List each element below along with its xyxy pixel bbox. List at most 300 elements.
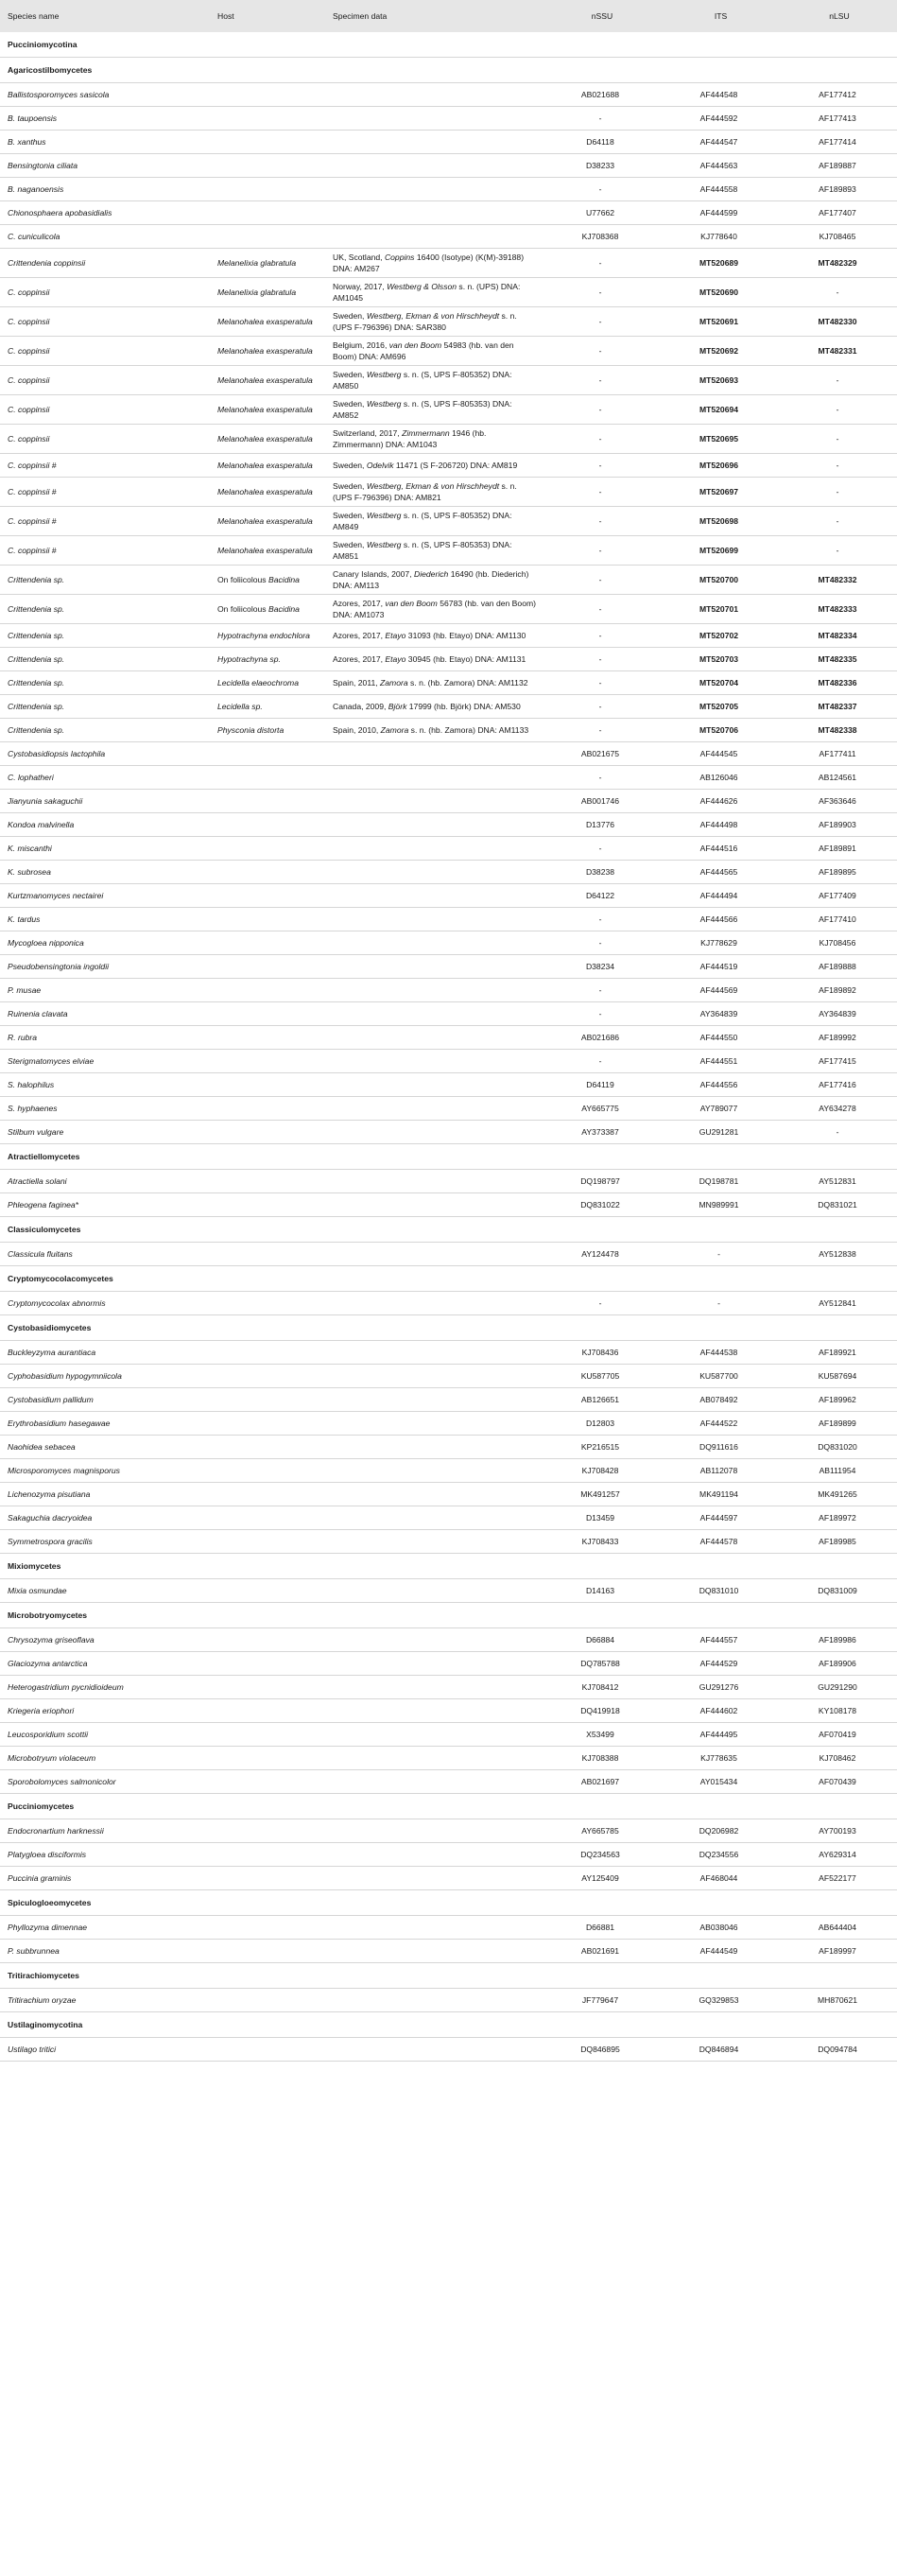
accession: - — [598, 487, 602, 496]
cell-its — [660, 695, 778, 719]
cell-nlsu — [778, 1388, 897, 1412]
table-row — [0, 454, 897, 478]
accession: AF177412 — [819, 90, 856, 99]
table-header — [0, 0, 897, 32]
cell-text: Kurtzmanomyces nectairei — [8, 891, 104, 900]
table-row — [0, 1676, 897, 1699]
cell-text: B. naganoensis — [8, 184, 64, 194]
cell-host — [210, 1579, 325, 1603]
cell-nlsu — [778, 225, 897, 249]
cell-text: Westberg — [366, 511, 402, 520]
cell-nssu — [541, 979, 660, 1002]
table-row — [0, 861, 897, 884]
cell-its — [660, 671, 778, 695]
accession: AF177410 — [819, 914, 856, 924]
cell-its — [660, 908, 778, 931]
cell-species-name — [0, 1867, 210, 1890]
cell-species-name — [0, 766, 210, 790]
cell-nssu — [541, 366, 660, 395]
cell-nssu — [541, 1121, 660, 1144]
accession: AF444516 — [699, 844, 738, 853]
cell-host — [210, 1073, 325, 1097]
cell-nssu — [541, 1436, 660, 1459]
accession: KJ708388 — [581, 1753, 619, 1763]
cell-specimen-data — [325, 931, 541, 955]
accession: KJ708428 — [581, 1466, 619, 1475]
cell-specimen-data — [325, 1940, 541, 1963]
cell-host — [210, 1097, 325, 1121]
accession: AF444565 — [699, 867, 738, 877]
cell-text: van den Boom — [385, 599, 438, 608]
cell-text: Melanohalea exasperatula — [217, 434, 313, 444]
cell-nssu — [541, 307, 660, 337]
cell-text: Cryptomycocolax abnormis — [8, 1298, 106, 1308]
cell-its — [660, 1699, 778, 1723]
cell-species-name — [0, 2038, 210, 2062]
cell-nlsu — [778, 1770, 897, 1794]
cell-species-name — [0, 1483, 210, 1506]
cell-its — [660, 766, 778, 790]
cell-host — [210, 1170, 325, 1193]
accession: - — [836, 1127, 839, 1137]
cell-host — [210, 225, 325, 249]
cell-nssu — [541, 908, 660, 931]
cell-specimen-data — [325, 337, 541, 366]
cell-species-name — [0, 1121, 210, 1144]
cell-text: Odelvik — [366, 461, 394, 470]
cell-specimen-data — [325, 1723, 541, 1747]
cell-its — [660, 648, 778, 671]
accession: MT520705 — [699, 702, 739, 711]
accession: KJ708436 — [581, 1348, 619, 1357]
accession: - — [598, 725, 602, 735]
cell-its — [660, 790, 778, 813]
cell-host — [210, 1193, 325, 1217]
cell-host — [210, 478, 325, 507]
cell-species-name — [0, 454, 210, 478]
cell-nssu — [541, 536, 660, 566]
cell-text: K. tardus — [8, 914, 41, 924]
accession: AB021691 — [580, 1946, 620, 1956]
cell-host — [210, 624, 325, 648]
cell-text: Westberg & Olsson — [387, 282, 457, 291]
cell-host — [210, 1506, 325, 1530]
cell-text: Crittendenia sp. — [8, 654, 65, 664]
cell-its — [660, 1530, 778, 1554]
cell-specimen-data — [325, 536, 541, 566]
cell-nlsu — [778, 1121, 897, 1144]
cell-text: On foliicolous — [217, 575, 268, 584]
cell-nssu — [541, 1292, 660, 1315]
cell-nssu — [541, 1412, 660, 1436]
cell-specimen-data — [325, 766, 541, 790]
accession: MT482335 — [818, 654, 857, 664]
table-row — [0, 1628, 897, 1652]
cell-species-name — [0, 1073, 210, 1097]
cell-nssu — [541, 861, 660, 884]
cell-species-name — [0, 742, 210, 766]
accession: - — [598, 317, 602, 326]
table-row — [0, 979, 897, 1002]
cell-its — [660, 1916, 778, 1940]
cell-nlsu — [778, 83, 897, 107]
cell-text: Cyphobasidium hypogymniicola — [8, 1371, 122, 1381]
accession: AF177415 — [819, 1056, 856, 1066]
cell-text: Crittendenia sp. — [8, 725, 65, 735]
accession: AB111954 — [819, 1466, 856, 1475]
cell-text: Bacidina — [267, 604, 300, 614]
cell-text: 31093 (hb. Etayo) DNA: AM1130 — [405, 631, 526, 640]
cell-text: Westberg — [366, 370, 402, 379]
cell-its — [660, 742, 778, 766]
accession: AF177414 — [819, 137, 856, 147]
cell-text: Hypotrachyna sp. — [217, 654, 281, 664]
cell-host — [210, 107, 325, 131]
table-row — [0, 931, 897, 955]
cell-host — [210, 536, 325, 566]
cell-host — [210, 1652, 325, 1676]
cell-specimen-data — [325, 1026, 541, 1050]
header-nssu: nSSU — [541, 0, 660, 32]
cell-host — [210, 861, 325, 884]
cell-its — [660, 1652, 778, 1676]
cell-species-name — [0, 154, 210, 178]
accession: DQ198797 — [580, 1176, 620, 1186]
cell-specimen-data — [325, 225, 541, 249]
cell-text: 54983 (hb. van den Boom) DNA: AM696 — [333, 340, 514, 361]
cell-nssu — [541, 249, 660, 278]
accession: AF444547 — [699, 137, 738, 147]
cell-its — [660, 566, 778, 595]
accession: D38233 — [585, 161, 615, 170]
cell-its — [660, 454, 778, 478]
cell-nlsu — [778, 249, 897, 278]
accession: AY629314 — [819, 1850, 856, 1859]
accession: DQ831022 — [580, 1200, 620, 1210]
table-row — [0, 595, 897, 624]
cell-its — [660, 1819, 778, 1843]
cell-text: Coppins — [384, 252, 415, 262]
cell-species-name — [0, 695, 210, 719]
cell-nssu — [541, 1916, 660, 1940]
cell-text: 30945 (hb. Etayo) DNA: AM1131 — [405, 654, 526, 664]
cell-host — [210, 1723, 325, 1747]
cell-nssu — [541, 1867, 660, 1890]
accession: MT520704 — [699, 678, 739, 688]
cell-text: Zamora — [380, 678, 408, 688]
cell-species-name — [0, 366, 210, 395]
cell-nssu — [541, 1530, 660, 1554]
cell-nlsu — [778, 1341, 897, 1365]
cell-text: Westberg — [366, 399, 402, 409]
accession: AF189892 — [819, 985, 856, 995]
table-row — [0, 395, 897, 425]
accession: - — [598, 405, 602, 414]
accession: - — [598, 654, 602, 664]
cell-species-name — [0, 908, 210, 931]
cell-nlsu — [778, 107, 897, 131]
cell-nssu — [541, 131, 660, 154]
cell-nssu — [541, 1243, 660, 1266]
cell-nlsu — [778, 955, 897, 979]
cell-specimen-data — [325, 1747, 541, 1770]
cell-text: Zamora — [380, 725, 409, 735]
table-row — [0, 1723, 897, 1747]
cell-specimen-data — [325, 278, 541, 307]
accession: MT482337 — [818, 702, 857, 711]
cell-nssu — [541, 766, 660, 790]
cell-text: Spain, 2011, — [333, 678, 381, 688]
cell-specimen-data — [325, 1676, 541, 1699]
cell-nlsu — [778, 1292, 897, 1315]
cell-specimen-data — [325, 454, 541, 478]
cell-nssu — [541, 1940, 660, 1963]
cell-host — [210, 1843, 325, 1867]
table-row — [0, 507, 897, 536]
cell-text: s. n. (hb. Zamora) DNA: AM1132 — [407, 678, 528, 688]
cell-species-name — [0, 1002, 210, 1026]
cell-specimen-data — [325, 861, 541, 884]
cell-text: Etayo — [385, 631, 406, 640]
table-row — [0, 1867, 897, 1890]
accession: - — [598, 702, 602, 711]
cell-host — [210, 1050, 325, 1073]
cell-specimen-data — [325, 1483, 541, 1506]
cell-text: Kriegeria eriophori — [8, 1706, 75, 1715]
group-heading: Tritirachiomycetes — [0, 1963, 897, 1989]
group-row — [0, 1315, 897, 1341]
cell-text: Sweden, — [333, 370, 367, 379]
accession: AF363646 — [819, 796, 856, 806]
cell-nssu — [541, 425, 660, 454]
accession: AY373387 — [581, 1127, 619, 1137]
cell-its — [660, 478, 778, 507]
accession: - — [598, 631, 602, 640]
cell-text: Tritirachium oryzae — [8, 1995, 77, 2005]
cell-species-name — [0, 1770, 210, 1794]
accession: AY665785 — [581, 1826, 619, 1836]
cell-nlsu — [778, 1097, 897, 1121]
cell-text: Mixia osmundae — [8, 1586, 67, 1595]
cell-nssu — [541, 107, 660, 131]
cell-nlsu — [778, 1483, 897, 1506]
cell-text: Chionosphaera apobasidialis — [8, 208, 112, 218]
accession: AF070419 — [819, 1730, 856, 1739]
cell-text: Stilbum vulgare — [8, 1127, 64, 1137]
table-row — [0, 1170, 897, 1193]
cell-host — [210, 454, 325, 478]
cell-its — [660, 813, 778, 837]
table-row — [0, 201, 897, 225]
cell-species-name — [0, 813, 210, 837]
cell-text: Atractiella solani — [8, 1176, 67, 1186]
cell-species-name — [0, 1388, 210, 1412]
cell-nlsu — [778, 1530, 897, 1554]
accession: AY789077 — [699, 1104, 738, 1113]
cell-text: Naohidea sebacea — [8, 1442, 76, 1452]
accession: MT482331 — [818, 346, 857, 356]
cell-species-name — [0, 249, 210, 278]
accession: KJ778640 — [700, 232, 737, 241]
table-row — [0, 1579, 897, 1603]
cell-species-name — [0, 178, 210, 201]
cell-nlsu — [778, 1579, 897, 1603]
table-row — [0, 1699, 897, 1723]
cell-nssu — [541, 1843, 660, 1867]
cell-specimen-data — [325, 1699, 541, 1723]
cell-nlsu — [778, 1243, 897, 1266]
cell-nssu — [541, 478, 660, 507]
table-row — [0, 648, 897, 671]
accession: AF468044 — [699, 1873, 738, 1883]
accession: AF444569 — [699, 985, 738, 995]
cell-specimen-data — [325, 1843, 541, 1867]
cell-species-name — [0, 1341, 210, 1365]
cell-nssu — [541, 931, 660, 955]
table-row — [0, 1652, 897, 1676]
cell-nlsu — [778, 1506, 897, 1530]
cell-nssu — [541, 225, 660, 249]
cell-specimen-data — [325, 1341, 541, 1365]
cell-species-name — [0, 624, 210, 648]
table-row — [0, 1843, 897, 1867]
table-body — [0, 32, 897, 2062]
cell-its — [660, 955, 778, 979]
accession: - — [598, 938, 602, 948]
cell-nssu — [541, 337, 660, 366]
accession: MT520694 — [699, 405, 739, 414]
cell-text: Sweden, — [333, 311, 367, 321]
cell-specimen-data — [325, 366, 541, 395]
cell-its — [660, 1770, 778, 1794]
cell-text: Sakaguchia dacryoidea — [8, 1513, 93, 1523]
cell-species-name — [0, 1819, 210, 1843]
cell-specimen-data — [325, 507, 541, 536]
accession: DQ206982 — [699, 1826, 739, 1836]
cell-host — [210, 1699, 325, 1723]
cell-host — [210, 249, 325, 278]
cell-nlsu — [778, 2038, 897, 2062]
cell-its — [660, 1412, 778, 1436]
cell-host — [210, 278, 325, 307]
group-heading: Spiculogloeomycetes — [0, 1890, 897, 1916]
cell-host — [210, 83, 325, 107]
cell-its — [660, 624, 778, 648]
cell-nlsu — [778, 790, 897, 813]
accession: AF444498 — [699, 820, 738, 829]
cell-text: Sweden, — [333, 511, 367, 520]
cell-species-name — [0, 861, 210, 884]
cell-host — [210, 1530, 325, 1554]
accession: - — [836, 434, 839, 444]
cell-its — [660, 884, 778, 908]
accession: DQ234563 — [580, 1850, 620, 1859]
accession: MT520701 — [699, 604, 739, 614]
accession: AY512838 — [819, 1249, 856, 1259]
accession: D66884 — [585, 1635, 615, 1645]
cell-specimen-data — [325, 1243, 541, 1266]
table-row — [0, 1292, 897, 1315]
cell-specimen-data — [325, 884, 541, 908]
cell-its — [660, 1506, 778, 1530]
table-row — [0, 536, 897, 566]
cell-nlsu — [778, 1459, 897, 1483]
group-heading: Cryptomycocolacomycetes — [0, 1266, 897, 1292]
cell-host — [210, 648, 325, 671]
accession: AF070439 — [819, 1777, 856, 1786]
accession: DQ831020 — [818, 1442, 857, 1452]
accession: AF444602 — [699, 1706, 738, 1715]
cell-specimen-data — [325, 1050, 541, 1073]
group-row — [0, 32, 897, 58]
cell-text: Crittendenia sp. — [8, 604, 65, 614]
cell-text: K. miscanthi — [8, 844, 52, 853]
accession: - — [598, 678, 602, 688]
cell-text: Crittendenia sp. — [8, 678, 65, 688]
cell-nssu — [541, 648, 660, 671]
accession: MN989991 — [699, 1200, 739, 1210]
cell-host — [210, 1459, 325, 1483]
cell-its — [660, 178, 778, 201]
accession: D66881 — [585, 1923, 615, 1932]
cell-nssu — [541, 507, 660, 536]
group-heading: Agaricostilbomycetes — [0, 58, 897, 83]
group-row — [0, 1890, 897, 1916]
cell-nlsu — [778, 1436, 897, 1459]
cell-host — [210, 1770, 325, 1794]
cell-its — [660, 861, 778, 884]
cell-species-name — [0, 1365, 210, 1388]
cell-its — [660, 425, 778, 454]
cell-specimen-data — [325, 1436, 541, 1459]
accession: MK491194 — [699, 1489, 738, 1499]
table-row — [0, 813, 897, 837]
cell-host — [210, 1916, 325, 1940]
cell-text: C. coppinsii # — [8, 546, 57, 555]
cell-text: 1946 (hb. Zimmermann) DNA: AM1043 — [333, 428, 487, 449]
table-row — [0, 1483, 897, 1506]
accession: AB126046 — [699, 773, 738, 782]
cell-nlsu — [778, 1073, 897, 1097]
cell-host — [210, 2038, 325, 2062]
cell-host — [210, 766, 325, 790]
accession: AF189887 — [819, 161, 856, 170]
accession: MT520700 — [699, 575, 739, 584]
cell-text: Physconia distorta — [217, 725, 285, 735]
table-row — [0, 719, 897, 742]
cell-species-name — [0, 1652, 210, 1676]
cell-text: C. coppinsii — [8, 405, 50, 414]
cell-species-name — [0, 1747, 210, 1770]
accession: - — [598, 844, 602, 853]
cell-text: Kondoa malvinella — [8, 820, 75, 829]
accession: JF779647 — [581, 1995, 619, 2005]
cell-text: Cystobasidiopsis lactophila — [8, 749, 106, 758]
cell-specimen-data — [325, 395, 541, 425]
table-row — [0, 695, 897, 719]
accession: AF189895 — [819, 867, 856, 877]
cell-nssu — [541, 454, 660, 478]
cell-nssu — [541, 1050, 660, 1073]
cell-nlsu — [778, 1193, 897, 1217]
accession: AF444549 — [699, 1946, 738, 1956]
cell-species-name — [0, 648, 210, 671]
cell-its — [660, 154, 778, 178]
cell-its — [660, 131, 778, 154]
group-row — [0, 1266, 897, 1292]
cell-nssu — [541, 154, 660, 178]
accession: MT482334 — [818, 631, 857, 640]
